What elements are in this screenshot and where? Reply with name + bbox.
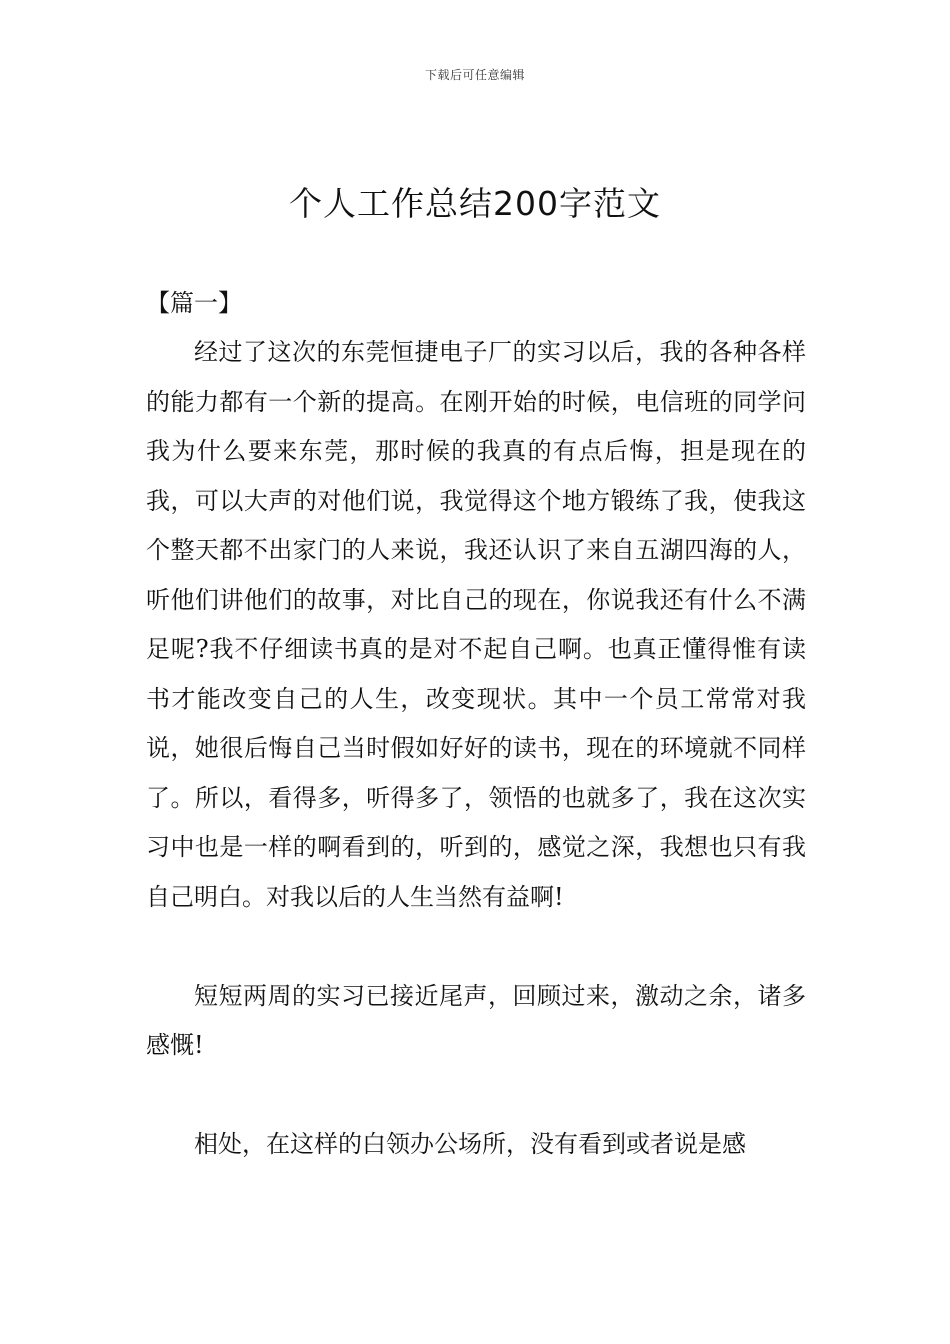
paragraph-2: 短短两周的实习已接近尾声，回顾过来，激动之余，诸多感慨! (146, 981, 806, 1059)
paragraph-1: 经过了这次的东莞恒捷电子厂的实习以后，我的各种各样的能力都有一个新的提高。在刚开始的时候，电信班的同学问我为什么要来东莞，那时候的我真的有点后悔，担是现在的我，可以大声的对他们说，我觉得这个地方锻练了我，使我这个整天都不出家门的人来说，我还认识了来自五湖四海的人，听他们讲他们的故事，对比自己的现在，你说我还有什么不满足呢?我不仔细读书真的是对不起自己啊。也真正懂得惟有读书才能改变自己的人生，改变现状。其中一个员工常常对我说，她很后悔自己当时假如好好的读书，现在的环境就不同样了。所以，看得多，听得多了，领悟的也就多了，我在这次实习中也是一样的啊看到的，听到的，感觉之深，我想也只有我自己明白。对我以后的人生当然有益啊! (146, 338, 806, 911)
document-title: 个人工作总结200字范文 (289, 184, 661, 223)
document-body (146, 279, 806, 1170)
paragraph-3: 相处，在这样的白领办公场所，没有看到或者说是感 (194, 1130, 746, 1158)
section-label: 【篇一】 (146, 289, 242, 317)
paragraph-gap (146, 1071, 806, 1121)
paragraph-gap (146, 922, 806, 972)
header-note: 下载后可任意编辑 (424, 68, 525, 82)
